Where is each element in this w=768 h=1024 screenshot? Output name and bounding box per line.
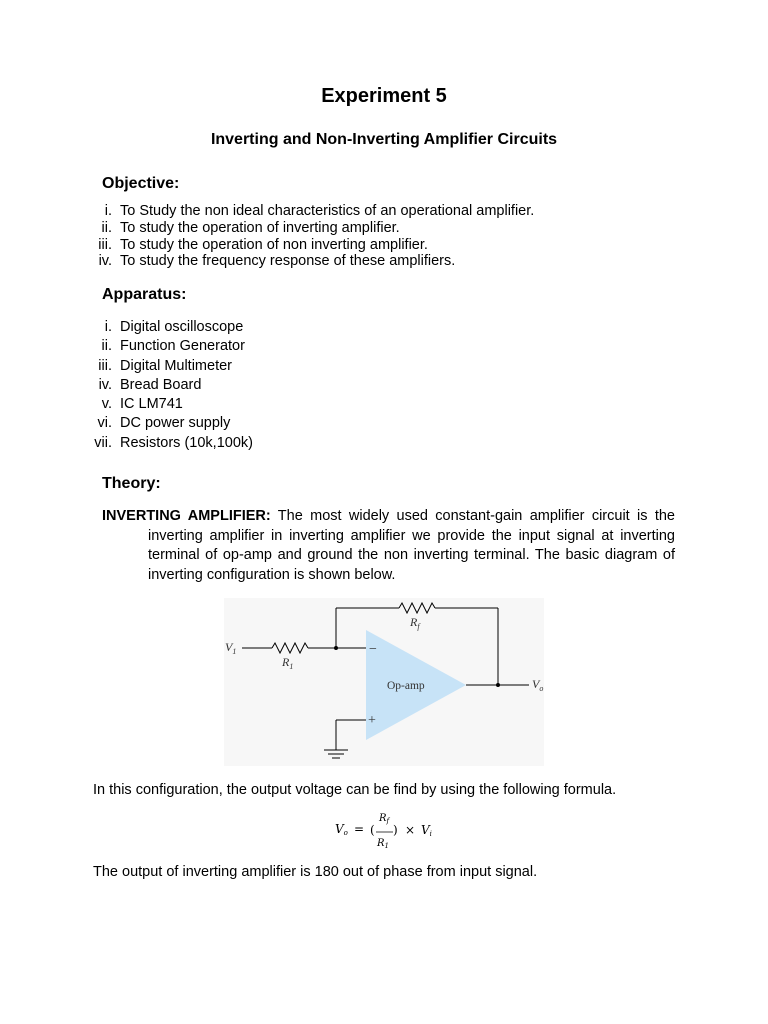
apparatus-heading: Apparatus:	[102, 286, 187, 303]
gain-formula	[330, 808, 450, 852]
apparatus-item-number: v.	[101, 396, 112, 413]
page-title: Experiment 5	[321, 85, 447, 107]
apparatus-item	[0, 434, 253, 453]
apparatus-item	[0, 318, 253, 337]
page-subtitle: Inverting and Non-Inverting Amplifier Circuits	[210, 131, 558, 148]
objective-item-text: To study the operation of non inverting amplifier.	[120, 236, 428, 253]
apparatus-item-text: DC power supply	[120, 415, 231, 432]
label-v1: $V_1$	[225, 640, 237, 656]
theory-text: The most widely used constant-gain amplifier circuit is the inverting amplifier in inverting amplifier we provide the input signal at inverting terminal of op-amp and ground the non inverting terminal. The basic diagram of inverting configuration is shown below.	[148, 508, 675, 583]
apparatus-item-number: vi.	[97, 415, 112, 432]
apparatus-item-text: Digital Multimeter	[120, 357, 232, 374]
formula-numerator: $R_f$	[379, 813, 390, 825]
objective-heading: Objective:	[102, 175, 180, 192]
formula-intro: In this configuration, the output voltage can be find by using the following formula.	[93, 782, 617, 798]
objective-item-text: To study the frequency response of these amplifiers.	[120, 253, 456, 270]
label-minus: −	[369, 642, 377, 657]
apparatus-item	[0, 376, 253, 395]
label-plus: +	[368, 713, 376, 728]
apparatus-item	[0, 395, 253, 414]
objective-item	[0, 237, 534, 254]
theory-heading: Theory:	[102, 475, 161, 492]
objective-item-text: To Study the non ideal characteristics of an operational amplifier.	[120, 203, 535, 219]
objective-item	[0, 253, 534, 270]
objective-item-number: i.	[104, 203, 112, 219]
junction-output	[496, 683, 500, 687]
objective-list	[0, 203, 534, 270]
objective-item-number: iii.	[98, 236, 112, 253]
apparatus-item-number: ii.	[101, 338, 112, 355]
apparatus-item-text: Function Generator	[120, 338, 245, 355]
apparatus-item-number: i.	[104, 319, 112, 335]
formula-rhs: Vi	[421, 823, 432, 838]
inverting-amplifier-diagram	[224, 598, 544, 766]
apparatus-item-number: iv.	[98, 376, 112, 393]
objective-item	[0, 203, 534, 220]
formula-times: ×	[405, 823, 416, 837]
label-rf: $R_f$	[410, 615, 420, 631]
formula-equals: =	[354, 822, 365, 836]
formula-open-paren: (	[370, 823, 375, 837]
objective-item-text: To study the operation of inverting amplifier.	[120, 219, 400, 236]
apparatus-item-number: iii.	[98, 357, 112, 374]
apparatus-list	[0, 318, 253, 453]
conclusion-text: The output of inverting amplifier is 180 out of phase from input signal.	[93, 864, 538, 880]
objective-item-number: iv.	[98, 253, 112, 270]
theory-lead: INVERTING AMPLIFIER:	[102, 508, 271, 524]
apparatus-item	[0, 357, 253, 376]
label-r1: $R_1$	[282, 655, 294, 671]
apparatus-item-text: Bread Board	[120, 376, 202, 393]
apparatus-item	[0, 337, 253, 356]
objective-item	[0, 220, 534, 237]
label-vo: $V_o$	[532, 677, 544, 693]
label-opamp: Op-amp	[387, 680, 425, 692]
formula-denominator: $R_1$	[377, 838, 389, 850]
apparatus-item	[0, 414, 253, 433]
objective-item-number: ii.	[101, 219, 112, 236]
formula-close-paren: )	[393, 823, 398, 837]
theory-paragraph	[102, 507, 675, 585]
apparatus-item-text: Digital oscilloscope	[120, 319, 244, 335]
apparatus-item-text: IC LM741	[120, 396, 183, 413]
junction-input	[334, 646, 338, 650]
formula-lhs: Vo	[335, 822, 348, 837]
apparatus-item-text: Resistors (10k,100k)	[120, 434, 253, 451]
apparatus-item-number: vii.	[94, 434, 112, 451]
